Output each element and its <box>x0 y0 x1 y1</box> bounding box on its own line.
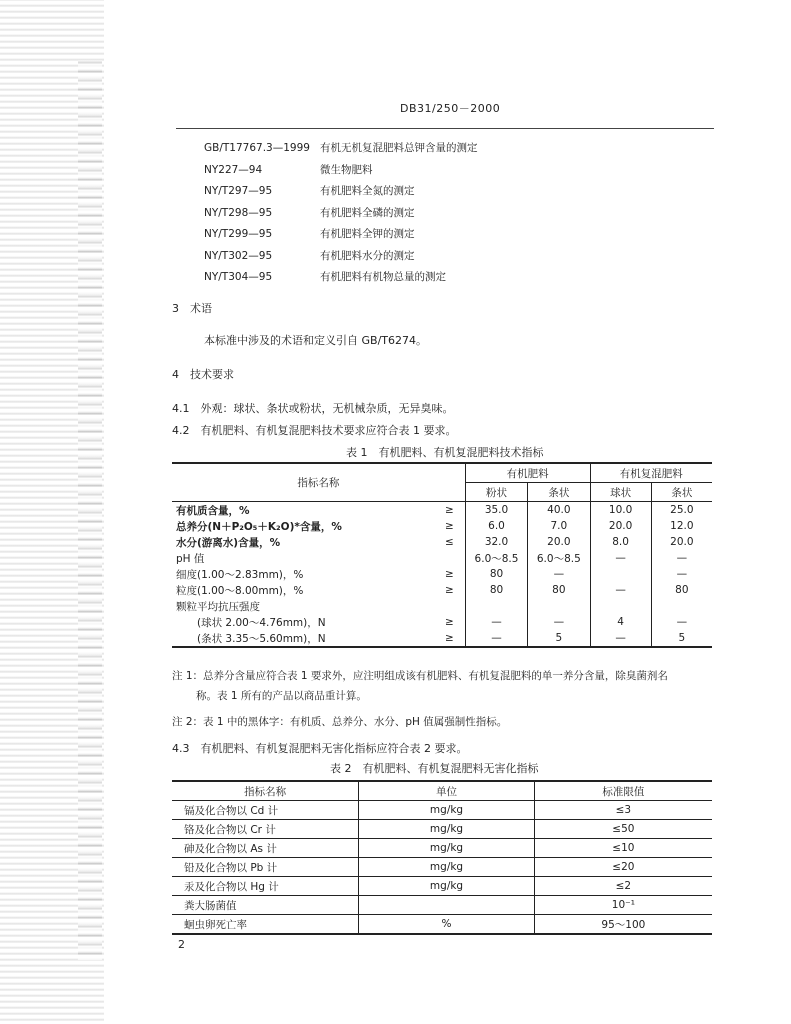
t2-cell: 95～100 <box>534 915 712 935</box>
t1-cell: 8.0 <box>590 534 651 550</box>
t1-cell: 10.0 <box>590 502 651 519</box>
reference-item <box>204 183 415 198</box>
t1-cell: — <box>676 552 688 564</box>
reference-code: NY227—94 <box>204 163 263 176</box>
t2-cell: 汞及化合物以 Hg 计 <box>172 877 359 896</box>
section-3-body: 本标准中涉及的术语和定义引自 GB/T6274。 <box>204 334 427 347</box>
t1-row-sym: ≥ <box>434 518 466 534</box>
table-row <box>172 820 712 839</box>
t2-cell: ≤20 <box>534 858 712 877</box>
reference-code: NY/T299—95 <box>204 228 273 240</box>
reference-item <box>204 269 446 284</box>
t1-cell: 20.0 <box>590 518 651 534</box>
t2-cell: 蛔虫卵死亡率 <box>172 915 359 935</box>
t1-row-name: (条状 3.35～5.60mm)，N <box>172 630 434 647</box>
t1-cell: 32.0 <box>465 534 527 550</box>
reference-code: NY/T302—95 <box>204 249 273 262</box>
t2-cell: ≤10 <box>534 839 712 858</box>
table-row <box>172 630 712 647</box>
t1-group-compound: 有机复混肥料 <box>590 463 712 483</box>
t1-cell <box>528 598 590 614</box>
table1-caption: 表 1 有机肥料、有机复混肥料技术指标 <box>346 446 544 459</box>
t2-cell: ≤3 <box>534 801 712 820</box>
t1-head-name: 指标名称 <box>172 463 465 502</box>
t1-row-sym: ≥ <box>434 614 466 630</box>
t2-cell: mg/kg <box>359 839 534 858</box>
t2-header: 单位 <box>359 781 534 801</box>
reference-title: 有机肥料全钾的测定 <box>320 228 415 240</box>
t1-row-sym: ≥ <box>434 566 466 582</box>
section-3-title: 3 术语 <box>172 302 212 315</box>
reference-item <box>204 248 415 263</box>
t1-cell: 12.0 <box>670 520 694 532</box>
table-row <box>172 502 712 519</box>
t1-cell: 5 <box>528 630 590 647</box>
t1-cell: 6.0 <box>465 518 527 534</box>
reference-title: 有机无机复混肥料总钾含量的测定 <box>320 142 478 154</box>
t2-cell: 砷及化合物以 As 计 <box>172 839 359 858</box>
t1-cell: 80 <box>465 582 527 598</box>
section-4-title: 4 技术要求 <box>172 368 234 381</box>
t1-cell: — <box>590 550 651 566</box>
t2-cell: mg/kg <box>359 877 534 896</box>
t1-sub-header: 球状 <box>590 483 651 502</box>
table-row <box>172 839 712 858</box>
para-4-1: 4.1 外观：球状、条状或粉状，无机械杂质，无异臭味。 <box>172 402 454 415</box>
t2-cell: 铅及化合物以 Pb 计 <box>172 858 359 877</box>
t1-cell: 80 <box>528 582 590 598</box>
table-row <box>172 582 712 598</box>
table-row <box>172 896 712 915</box>
page-number: 2 <box>178 938 185 951</box>
reference-title: 有机肥料全氮的测定 <box>320 185 415 197</box>
scan-edge-noise-inner <box>78 60 102 960</box>
t1-row-name: 粒度(1.00～8.00mm)，% <box>176 584 304 597</box>
t2-cell: ≤50 <box>534 820 712 839</box>
t1-cell: — <box>465 614 527 630</box>
t2-cell: 粪大肠菌值 <box>172 896 359 915</box>
t1-cell: 40.0 <box>528 502 590 519</box>
t1-row-name: (球状 2.00～4.76mm)，N <box>176 616 326 629</box>
t1-sub-header: 粉状 <box>465 483 527 502</box>
reference-code: NY/T297—95 <box>204 185 273 197</box>
t1-cell <box>465 598 527 614</box>
reference-title: 有机肥料全磷的测定 <box>320 206 415 219</box>
reference-item <box>204 140 478 155</box>
table-row <box>172 801 712 820</box>
t1-cell: — <box>590 582 651 598</box>
t1-cell: — <box>676 568 688 580</box>
t1-row-sym <box>434 598 466 614</box>
table-1 <box>172 462 712 648</box>
reference-code: NY/T304—95 <box>204 271 273 283</box>
table2-caption: 表 2 有机肥料、有机复混肥料无害化指标 <box>330 762 539 775</box>
t1-row-name: 有机质含量，% <box>176 504 250 517</box>
t1-cell: — <box>590 630 651 647</box>
t1-sub-header: 条状 <box>651 483 712 502</box>
note-1a: 注 1：总养分含量应符合表 1 要求外，应注明组成该有机肥料、有机复混肥料的单一养分含量，除臭菌剂名 <box>172 670 668 682</box>
reference-title: 有机肥料水分的测定 <box>320 249 415 262</box>
t1-cell: 5 <box>651 630 712 647</box>
para-4-3: 4.3 有机肥料、有机复混肥料无害化指标应符合表 2 要求。 <box>172 742 468 755</box>
reference-code: GB/T17767.3—1999 <box>204 142 310 154</box>
note-2: 注 2：表 1 中的黑体字：有机质、总养分、水分、pH 值属强制性指标。 <box>172 716 508 728</box>
t1-cell: 6.0～8.5 <box>528 550 590 566</box>
t2-cell: 镉及化合物以 Cd 计 <box>172 801 359 820</box>
t1-row-sym: ≥ <box>434 582 466 598</box>
t1-cell: 20.0 <box>670 536 694 548</box>
reference-item <box>204 226 415 241</box>
t1-cell: 6.0～8.5 <box>465 550 527 566</box>
t1-cell <box>590 566 651 582</box>
t1-row-sym: ≥ <box>434 502 466 519</box>
table-row <box>172 858 712 877</box>
document-header: DB31/250－2000 <box>400 102 501 115</box>
note-1b: 称。表 1 所有的产品以商品重计算。 <box>196 690 367 702</box>
t1-cell: 25.0 <box>670 504 694 516</box>
t1-cell: — <box>528 566 590 582</box>
t2-cell: mg/kg <box>359 801 534 820</box>
t1-row-sym: ≥ <box>434 630 466 647</box>
t2-cell: 铬及化合物以 Cr 计 <box>172 820 359 839</box>
table-row <box>172 915 712 935</box>
t1-cell: 7.0 <box>528 518 590 534</box>
t2-cell <box>359 896 534 915</box>
t2-cell: 10⁻¹ <box>534 896 712 915</box>
reference-item <box>204 162 373 177</box>
t1-cell: 80 <box>675 584 689 596</box>
table-row <box>172 598 712 614</box>
t1-cell: 4 <box>590 614 651 630</box>
t1-row-name: 水分(游离水)含量，% <box>176 536 281 549</box>
t2-cell: % <box>359 915 534 935</box>
table-row <box>172 518 712 534</box>
table-row <box>172 534 712 550</box>
t1-cell <box>651 598 712 614</box>
t1-cell: — <box>528 614 590 630</box>
reference-title: 微生物肥料 <box>320 163 373 176</box>
t2-cell: mg/kg <box>359 858 534 877</box>
t1-row-sym: ≤ <box>434 534 466 550</box>
t2-cell: mg/kg <box>359 820 534 839</box>
table-row <box>172 877 712 896</box>
para-4-2: 4.2 有机肥料、有机复混肥料技术要求应符合表 1 要求。 <box>172 424 457 437</box>
t1-row-sym <box>434 550 466 566</box>
t1-cell: — <box>676 616 688 628</box>
t1-cell: — <box>465 630 527 647</box>
t2-cell: ≤2 <box>534 877 712 896</box>
reference-title: 有机肥料有机物总量的测定 <box>320 271 446 283</box>
table-2 <box>172 780 712 935</box>
t1-cell <box>590 598 651 614</box>
t1-row-name: 总养分(N＋P₂O₅＋K₂O)*含量，% <box>176 520 342 533</box>
t1-group-organic: 有机肥料 <box>465 463 590 483</box>
t1-cell: 35.0 <box>465 502 527 519</box>
t1-cell: 80 <box>465 566 527 582</box>
header-rule <box>176 128 714 129</box>
reference-item <box>204 205 415 220</box>
table-row <box>172 614 712 630</box>
t2-header: 标准限值 <box>534 781 712 801</box>
reference-code: NY/T298—95 <box>204 206 273 219</box>
t1-row-name: pH 值 <box>176 552 205 565</box>
table-row <box>172 566 712 582</box>
t1-row-name: 细度(1.00～2.83mm)，% <box>176 568 304 581</box>
t2-header: 指标名称 <box>172 781 359 801</box>
t1-row-name: 颗粒平均抗压强度 <box>176 600 260 613</box>
t1-cell: 20.0 <box>528 534 590 550</box>
t1-sub-header: 条状 <box>528 483 590 502</box>
table-row <box>172 550 712 566</box>
